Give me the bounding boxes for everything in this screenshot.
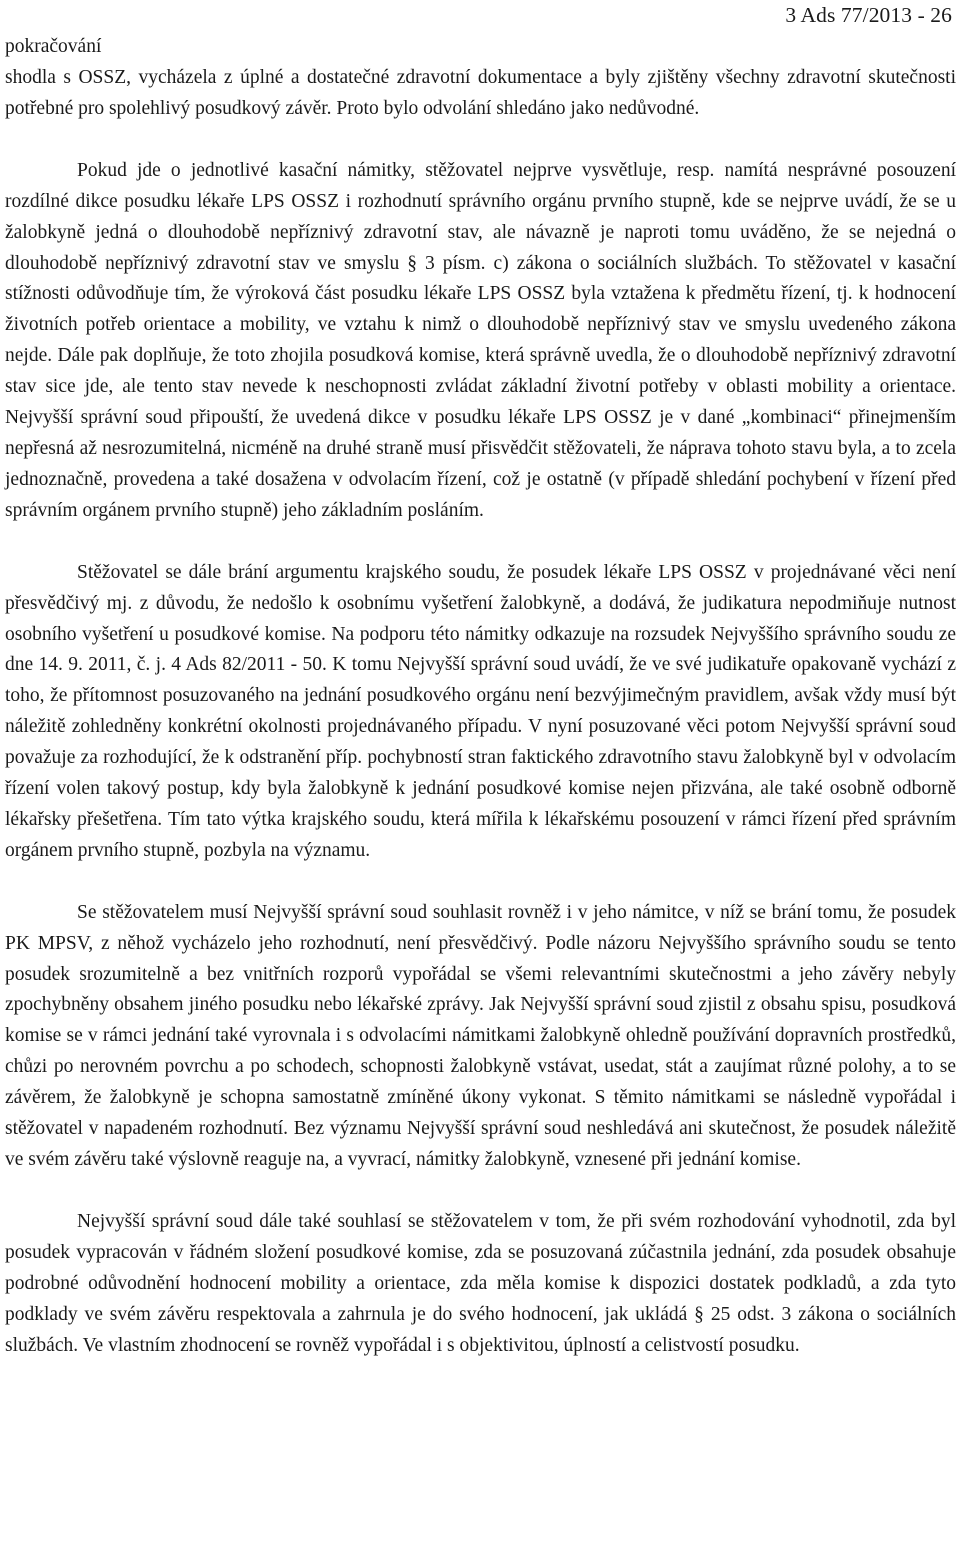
paragraph-gap bbox=[5, 1176, 956, 1207]
document-body bbox=[5, 63, 956, 1361]
paragraph-gap bbox=[5, 867, 956, 898]
continued-label: pokračování bbox=[5, 36, 102, 57]
paragraph-gap bbox=[5, 125, 956, 156]
paragraph-gap bbox=[5, 527, 956, 558]
paragraph: shodla s OSSZ, vycházela z úplné a dostatečné zdravotní dokumentace a byly zjištěny všechny zdravotní skutečnosti potřebné pro spolehlivý posudkový závěr. Proto bylo odvolání shledáno jako nedůvodné. bbox=[5, 67, 956, 119]
paragraph: Nejvyšší správní soud dále také souhlasí se stěžovatelem v tom, že při svém rozhodování vyhodnotil, zda byl posudek vypracován v řádném složení posudkové komise, zda se posuzovaná zúčastnila jednání, zda posudek obsahuje podrobné odůvodnění hodnocení mobility a orientace, zda měla komise k dispozici dostatek podkladů, a zda tyto podklady ve svém závěru respektovala a zahrnula je do svého hodnocení, jak ukládá § 25 odst. 3 zákona o sociálních službách. Ve vlastním zhodnocení se rovněž vypořádal i s objektivitou, úplností a celistvostí posudku. bbox=[5, 1210, 956, 1356]
paragraph: Se stěžovatelem musí Nejvyšší správní soud souhlasit rovněž i v jeho námitce, v níž se brání tomu, že posudek PK MPSV, z něhož vycházelo jeho rozhodnutí, není přesvědčivý. Podle názoru Nejvyššího správního soudu se tento posudek srozumitelně a bez vnitřních rozporů vypořádal se všemi relevantními skutečnostmi a jeho závěry nebyly zpochybněny obsahem jiného posudku nebo lékařské zprávy. Jak Nejvyšší správní soud zjistil z obsahu spisu, posudková komise se v rámci jednání také vyrovnala i s odvolacími námitkami žalobkyně ohledně používání dopravních prostředků, chůzi po nerovném povrchu a po schodech, schopnosti žalobkyně vstávat, usedat, stát a zaujímat různé polohy, a to se závěrem, že žalobkyně je schopna samostatně zmíněné úkony vykonat. S těmito námitkami se následně vypořádal i stěžovatel v napadeném rozhodnutí. Bez významu Nejvyšší správní soud neshledává ani skutečnost, že posudek náležitě ve svém závěru také výslovně reaguje na, a vyvrací, námitky žalobkyně, vznesené při jednání komise. bbox=[5, 901, 956, 1170]
paragraph: Pokud jde o jednotlivé kasační námitky, stěžovatel nejprve vysvětluje, resp. namítá nesprávné posouzení rozdílné dikce posudku lékaře LPS OSSZ i rozhodnutí správního orgánu prvního stupně, kde se nejprve uvádí, že se u žalobkyně jedná o dlouhodobě nepříznivý zdravotní stav, ale návazně je naproti tomu uváděno, že se nejedná o dlouhodobě nepříznivý zdravotní stav ve smyslu § 3 písm. c) zákona o sociálních službách. To stěžovatel v kasační stížnosti odůvodňuje tím, že výroková část posudku lékaře LPS OSSZ byla vztažena k předmětu řízení, tj. k hodnocení životních potřeb orientace a mobility, ve vztahu k nimž o dlouhodobě nepříznivý stav ve smyslu uvedeného zákona nejde. Dále pak doplňuje, že toto zhojila posudková komise, která správně uvedla, že o dlouhodobě nepříznivý zdravotní stav sice jde, ale tento stav nevede k neschopnosti zvládat základní životní potřeby v oblasti mobility a orientace. Nejvyšší správní soud připouští, že uvedená dikce v posudku lékaře LPS OSSZ je v dané „kombinaci“ přinejmenším nepřesná až nesrozumitelná, nicméně na druhé straně musí přisvědčit stěžovateli, že náprava tohoto stavu byla, a to zcela jednoznačně, provedena a také dosažena v odvolacím řízení, což je ostatně (v případě shledání pochybení v řízení před správním orgánem prvního stupně) jeho základním posláním. bbox=[5, 159, 956, 521]
case-number: 3 Ads 77/2013 - 26 bbox=[785, 3, 952, 27]
paragraph: Stěžovatel se dále brání argumentu krajského soudu, že posudek lékaře LPS OSSZ v projednávané věci není přesvědčivý mj. z důvodu, že nedošlo k osobnímu vyšetření žalobkyně, a dodává, že judikatura nepodmiňuje nutnost osobního vyšetření u posudkové komise. Na podporu této námitky odkazuje na rozsudek Nejvyššího správního soudu ze dne 14. 9. 2011, č. j. 4 Ads 82/2011 - 50. K tomu Nejvyšší správní soud uvádí, že ve své judikatuře opakovaně vychází z toho, že přítomnost posuzovaného na jednání posudkového orgánu není bezvýjimečným pravidlem, avšak vždy musí být náležitě zohledněny konkrétní okolnosti projednávaného případu. V nyní posuzované věci potom Nejvyšší správní soud považuje za rozhodující, že k odstranění příp. pochybností stran faktického zdravotního stavu žalobkyně byl v odvolacím řízení volen takový postup, kdy byla žalobkyně k jednání posudkové komise nejen přizvána, ale také osobně odborně lékařsky přešetřena. Tím tato výtka krajského soudu, která mířila k lékařskému posouzení v rámci řízení před správním orgánem prvního stupně, pozbyla na významu. bbox=[5, 561, 956, 861]
